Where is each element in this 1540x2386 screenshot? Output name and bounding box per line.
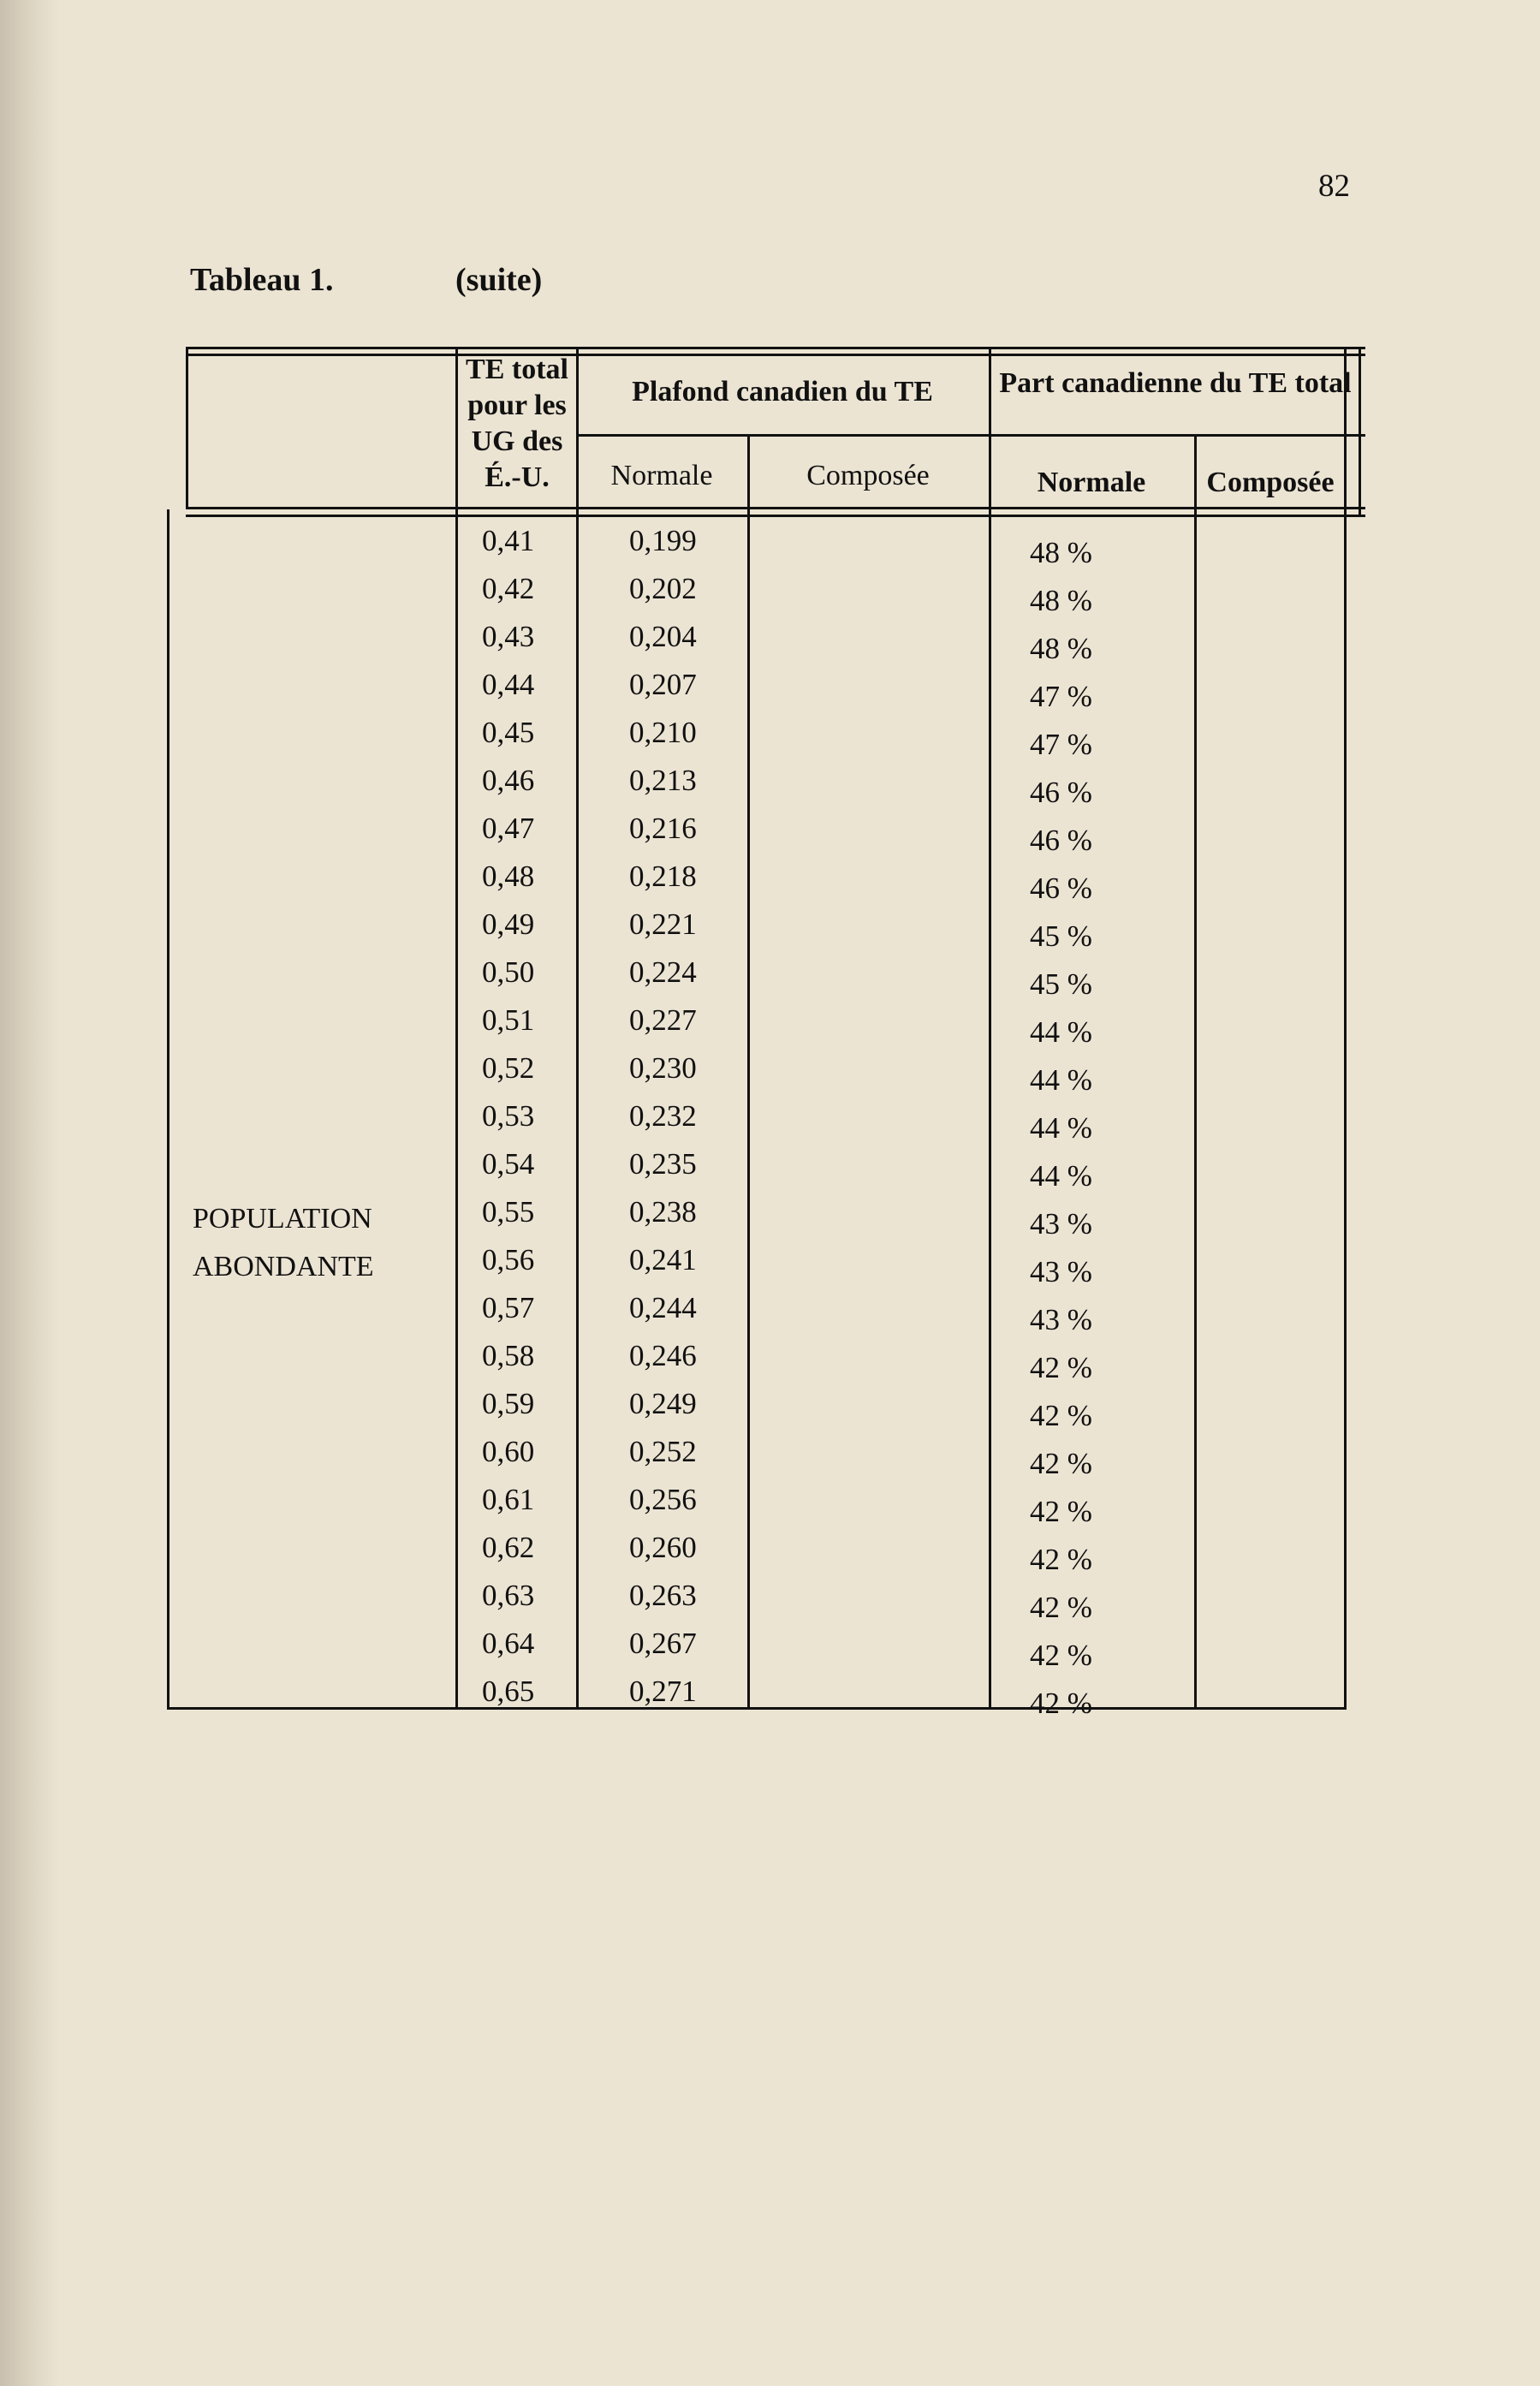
- col-normale-composee-divider: [747, 434, 750, 1708]
- header-plafond-composee: Composée: [806, 460, 930, 491]
- col-part-divider: [989, 347, 991, 1708]
- plafond-normale-cell: 0,256: [629, 1483, 697, 1516]
- header-bottom-border: [186, 507, 1365, 509]
- plafond-normale-cell: 0,216: [629, 812, 697, 845]
- te-total-cell: 0,46: [482, 764, 535, 797]
- plafond-normale-cell: 0,249: [629, 1387, 697, 1420]
- part-normale-cell: 44 %: [1030, 1159, 1092, 1193]
- table-bottom-border: [167, 1707, 1347, 1710]
- part-normale-cell: 42 %: [1030, 1495, 1092, 1528]
- part-normale-cell: 48 %: [1030, 632, 1092, 665]
- row-label-population: POPULATION: [193, 1203, 372, 1235]
- table-right-border: [1344, 347, 1347, 1710]
- header-part-normale: Normale: [1037, 467, 1146, 498]
- plafond-normale-cell: 0,199: [629, 524, 697, 557]
- caption-suite: (suite): [455, 262, 543, 298]
- te-total-cell: 0,52: [482, 1051, 535, 1085]
- part-normale-cell: 44 %: [1030, 1063, 1092, 1097]
- plafond-normale-cell: 0,238: [629, 1195, 697, 1229]
- te-total-cell: 0,49: [482, 907, 535, 941]
- col-te-divider: [455, 347, 458, 1708]
- table-left-border-body: [167, 509, 169, 1710]
- part-normale-cell: 46 %: [1030, 824, 1092, 857]
- te-total-cell: 0,41: [482, 524, 535, 557]
- te-total-cell: 0,56: [482, 1243, 535, 1276]
- part-normale-cell: 46 %: [1030, 776, 1092, 809]
- plafond-normale-cell: 0,227: [629, 1003, 697, 1037]
- part-normale-cell: 44 %: [1030, 1111, 1092, 1145]
- header-plafond-normale: Normale: [610, 460, 713, 491]
- te-total-cell: 0,57: [482, 1291, 535, 1324]
- plafond-normale-cell: 0,218: [629, 860, 697, 893]
- te-total-cell: 0,61: [482, 1483, 535, 1516]
- te-total-cell: 0,53: [482, 1099, 535, 1133]
- te-total-cell: 0,47: [482, 812, 535, 845]
- te-total-cell: 0,63: [482, 1579, 535, 1612]
- plafond-normale-cell: 0,202: [629, 572, 697, 605]
- page-number: 82: [1318, 169, 1350, 204]
- part-normale-cell: 42 %: [1030, 1351, 1092, 1384]
- part-normale-cell: 43 %: [1030, 1255, 1092, 1288]
- table-top-border-double: [186, 354, 1365, 356]
- header-bottom-border-double: [186, 515, 1365, 517]
- te-total-cell: 0,50: [482, 955, 535, 989]
- part-normale-cell: 46 %: [1030, 872, 1092, 905]
- te-total-cell: 0,64: [482, 1627, 535, 1660]
- plafond-normale-cell: 0,263: [629, 1579, 697, 1612]
- te-total-cell: 0,45: [482, 716, 535, 749]
- part-normale-cell: 47 %: [1030, 728, 1092, 761]
- plafond-normale-cell: 0,230: [629, 1051, 697, 1085]
- te-total-cell: 0,55: [482, 1195, 535, 1229]
- plafond-normale-cell: 0,210: [629, 716, 697, 749]
- part-normale-cell: 45 %: [1030, 967, 1092, 1001]
- te-total-cell: 0,42: [482, 572, 535, 605]
- plafond-normale-cell: 0,271: [629, 1675, 697, 1708]
- plafond-normale-cell: 0,241: [629, 1243, 697, 1276]
- te-total-cell: 0,43: [482, 620, 535, 653]
- col-part-normale-composee-divider: [1194, 434, 1197, 1708]
- plafond-normale-cell: 0,213: [629, 764, 697, 797]
- plafond-normale-cell: 0,267: [629, 1627, 697, 1660]
- caption-title: Tableau 1.: [190, 262, 334, 298]
- table-caption: [190, 261, 543, 299]
- plafond-normale-cell: 0,221: [629, 907, 697, 941]
- part-normale-cell: 42 %: [1030, 1399, 1092, 1432]
- part-normale-cell: 48 %: [1030, 584, 1092, 617]
- data-table: [167, 347, 1364, 1720]
- header-part-composee: Composée: [1206, 467, 1335, 498]
- part-normale-cell: 42 %: [1030, 1639, 1092, 1672]
- plafond-normale-cell: 0,224: [629, 955, 697, 989]
- part-normale-cell: 42 %: [1030, 1591, 1092, 1624]
- table-left-border: [186, 347, 188, 509]
- col-plafond-divider: [576, 347, 579, 1708]
- plafond-normale-cell: 0,204: [629, 620, 697, 653]
- te-total-cell: 0,62: [482, 1531, 535, 1564]
- part-normale-cell: 44 %: [1030, 1015, 1092, 1049]
- table-right-border-double: [1359, 347, 1361, 515]
- part-normale-cell: 42 %: [1030, 1447, 1092, 1480]
- part-normale-cell: 48 %: [1030, 536, 1092, 569]
- part-normale-cell: 42 %: [1030, 1543, 1092, 1576]
- te-total-cell: 0,58: [482, 1339, 535, 1372]
- row-label-abondante: ABONDANTE: [193, 1251, 374, 1282]
- subheader-divider: [576, 434, 1365, 437]
- te-total-cell: 0,65: [482, 1675, 535, 1708]
- te-total-cell: 0,54: [482, 1147, 535, 1181]
- header-plafond: Plafond canadien du TE: [632, 376, 933, 408]
- header-te-total: TE total pour les UG des É.-U.: [466, 354, 568, 493]
- part-normale-cell: 43 %: [1030, 1207, 1092, 1241]
- plafond-normale-cell: 0,232: [629, 1099, 697, 1133]
- te-total-cell: 0,44: [482, 668, 535, 701]
- part-normale-cell: 47 %: [1030, 680, 1092, 713]
- plafond-normale-cell: 0,260: [629, 1531, 697, 1564]
- te-total-cell: 0,59: [482, 1387, 535, 1420]
- plafond-normale-cell: 0,252: [629, 1435, 697, 1468]
- plafond-normale-cell: 0,246: [629, 1339, 697, 1372]
- part-normale-cell: 42 %: [1030, 1687, 1092, 1720]
- plafond-normale-cell: 0,244: [629, 1291, 697, 1324]
- table-top-border: [186, 347, 1365, 349]
- te-total-cell: 0,51: [482, 1003, 535, 1037]
- te-total-cell: 0,48: [482, 860, 535, 893]
- plafond-normale-cell: 0,207: [629, 668, 697, 701]
- header-part: Part canadienne du TE total: [999, 367, 1352, 399]
- page-binding-shadow: [0, 0, 60, 2386]
- part-normale-cell: 43 %: [1030, 1303, 1092, 1336]
- part-normale-cell: 45 %: [1030, 919, 1092, 953]
- plafond-normale-cell: 0,235: [629, 1147, 697, 1181]
- te-total-cell: 0,60: [482, 1435, 535, 1468]
